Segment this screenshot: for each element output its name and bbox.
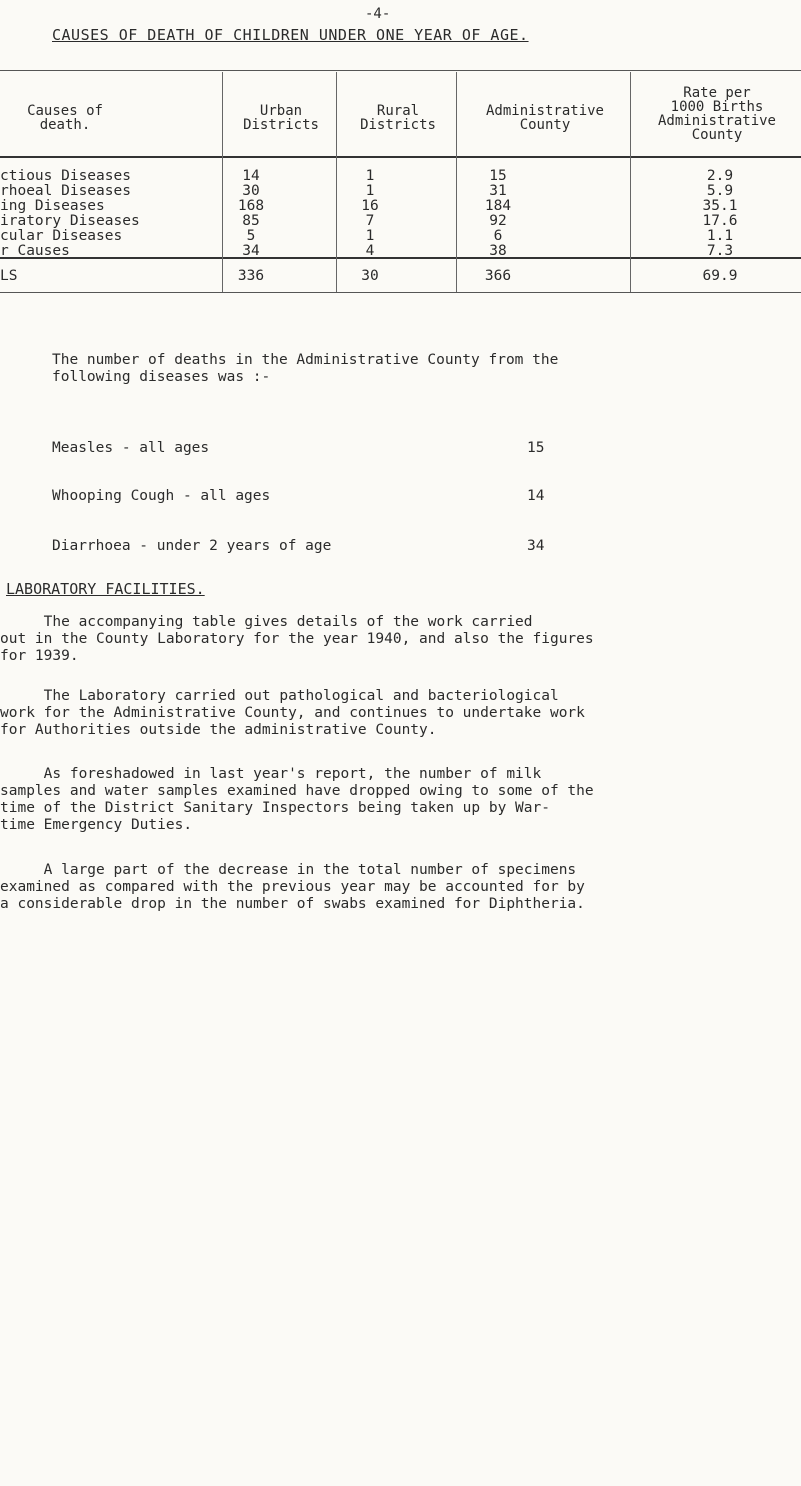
rate-value: 1.1 <box>706 228 734 244</box>
urban-value: 30 <box>242 183 260 199</box>
urban-value: 168 <box>237 198 265 214</box>
county-total: 366 <box>484 268 512 284</box>
county-value: 6 <box>493 228 503 244</box>
urban-total: 336 <box>237 268 265 284</box>
column-header-rate: Rate per 1000 Births Administrative County <box>657 85 776 143</box>
disease-count: 14 <box>527 488 545 504</box>
page-heading: CAUSES OF DEATH OF CHILDREN UNDER ONE YEAR OF AGE. <box>52 26 529 44</box>
table-bottom-rule <box>0 292 801 293</box>
county-value: 184 <box>484 198 512 214</box>
table-row <box>0 198 801 214</box>
section-title: LABORATORY FACILITIES. <box>6 580 205 598</box>
table-row <box>0 183 801 199</box>
column-header-cause: Causes of death. <box>27 103 103 133</box>
urban-value: 85 <box>242 213 260 229</box>
urban-value: 14 <box>242 168 260 184</box>
urban-value: 34 <box>242 243 260 259</box>
cause-label: rhoeal Diseases <box>0 183 131 199</box>
total-label: LS <box>0 268 18 284</box>
disease-label: Diarrhoea - under 2 years of age <box>52 538 332 554</box>
table-row <box>0 213 801 229</box>
table-total-row <box>0 268 801 284</box>
paragraph: As foreshadowed in last year's report, the number of milk samples and water samples examined have dropped owing to some of the time of the District Sanitary Inspectors being taken up by War- time Emergency Duties. <box>0 766 594 833</box>
rural-value: 4 <box>365 243 375 259</box>
disease-label: Whooping Cough - all ages <box>52 488 271 504</box>
county-value: 92 <box>489 213 507 229</box>
cause-label: iratory Diseases <box>0 213 140 229</box>
column-header-rural: Rural Districts <box>360 103 436 133</box>
table-top-rule <box>0 70 801 71</box>
paragraph: A large part of the decrease in the total number of specimens examined as compared with the previous year may be accounted for by a considerable drop in the number of swabs examined for Diphtheria. <box>0 862 585 912</box>
rural-value: 7 <box>365 213 375 229</box>
rate-total: 69.9 <box>702 268 738 284</box>
column-header-urban: Urban Districts <box>243 103 319 133</box>
rate-value: 2.9 <box>706 168 734 184</box>
cause-label: ctious Diseases <box>0 168 131 184</box>
disease-count: 34 <box>527 538 545 554</box>
rural-value: 1 <box>365 183 375 199</box>
column-header-county: Administrative County <box>485 103 604 133</box>
county-value: 38 <box>489 243 507 259</box>
rate-value: 35.1 <box>702 198 738 214</box>
cause-label: r Causes <box>0 243 70 259</box>
table-header-rule <box>0 156 801 158</box>
rate-value: 17.6 <box>702 213 738 229</box>
county-value: 31 <box>489 183 507 199</box>
rate-value: 7.3 <box>706 243 734 259</box>
table-row <box>0 228 801 244</box>
rural-value: 1 <box>365 168 375 184</box>
table-row <box>0 243 801 259</box>
urban-value: 5 <box>246 228 256 244</box>
disease-count: 15 <box>527 440 545 456</box>
disease-label: Measles - all ages <box>52 440 210 456</box>
county-value: 15 <box>489 168 507 184</box>
deaths-intro: The number of deaths in the Administrative County from the following diseases was :- <box>52 352 559 385</box>
table-row <box>0 168 801 184</box>
paragraph: The accompanying table gives details of the work carried out in the County Laboratory for the year 1940, and also the figures for 1939. <box>0 614 594 664</box>
cause-label: cular Diseases <box>0 228 123 244</box>
rural-value: 16 <box>361 198 379 214</box>
rate-value: 5.9 <box>706 183 734 199</box>
paragraph: The Laboratory carried out pathological and bacteriological work for the Administrative County, and continues to undertake work for Authorities outside the administrative County. <box>0 688 585 738</box>
cause-label: ing Diseases <box>0 198 105 214</box>
rural-total: 30 <box>361 268 379 284</box>
rural-value: 1 <box>365 228 375 244</box>
page-number: -4- <box>365 6 391 22</box>
